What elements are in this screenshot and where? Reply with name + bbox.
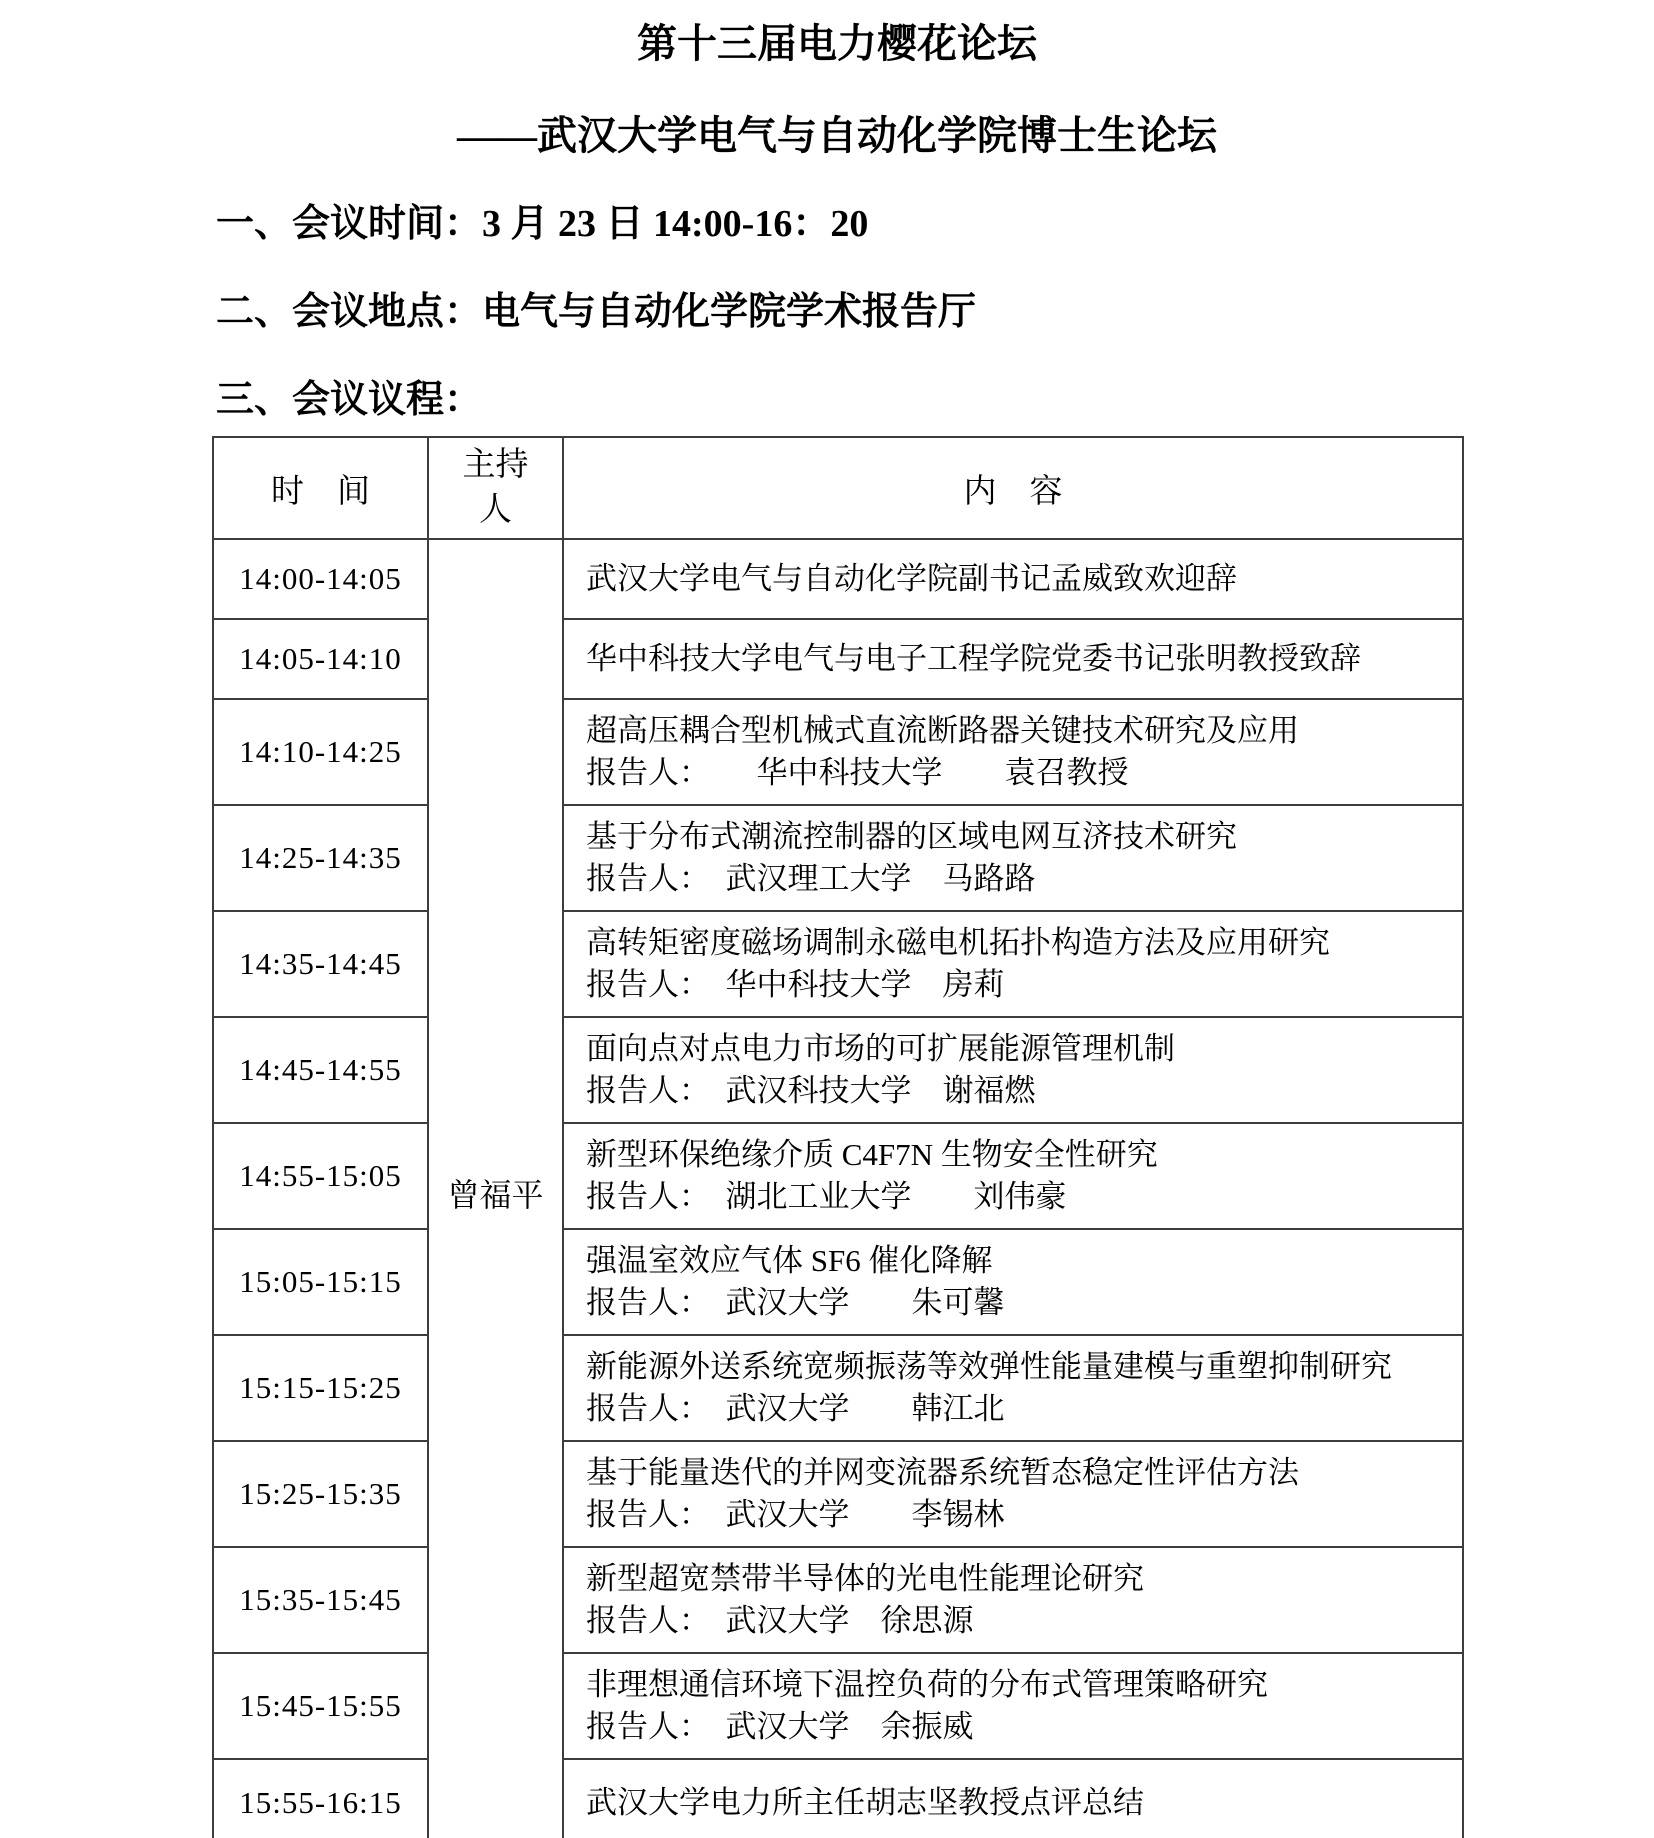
table-row [213, 911, 1463, 1017]
time-cell: 15:15-15:25 [213, 1335, 428, 1441]
section-meeting-time [216, 200, 1462, 248]
content-line: 报告人： 武汉大学 朱可馨 [586, 1285, 1005, 1320]
content-line: 基于分布式潮流控制器的区域电网互济技术研究 [586, 819, 1237, 854]
table-row [213, 1441, 1463, 1547]
agenda-body [213, 539, 1463, 1838]
table-row [213, 1653, 1463, 1759]
content-line: 报告人： 武汉大学 韩江北 [586, 1391, 1005, 1426]
content-cell [563, 1547, 1463, 1653]
table-row [213, 539, 1463, 619]
content-line: 报告人： 华中科技大学 袁召教授 [586, 755, 1129, 790]
time-cell: 14:45-14:55 [213, 1017, 428, 1123]
header-time: 时 间 [213, 437, 428, 539]
table-row [213, 1335, 1463, 1441]
content-cell [563, 619, 1463, 699]
header-host-label: 主持人 [462, 447, 529, 528]
time-cell: 14:35-14:45 [213, 911, 428, 1017]
header-content: 内 容 [563, 437, 1463, 539]
content-line: 报告人： 武汉大学 徐思源 [586, 1603, 974, 1638]
table-row [213, 1017, 1463, 1123]
table-row [213, 1759, 1463, 1838]
content-cell [563, 1123, 1463, 1229]
section-meeting-time-label: 一、会议时间： [216, 203, 483, 245]
content-line: 面向点对点电力市场的可扩展能源管理机制 [586, 1031, 1175, 1066]
time-cell: 15:55-16:15 [213, 1759, 428, 1838]
content-cell [563, 805, 1463, 911]
table-header-row [213, 437, 1463, 539]
content-cell [563, 1653, 1463, 1759]
content-cell [563, 1335, 1463, 1441]
content-line: 报告人： 武汉大学 余振威 [586, 1709, 974, 1744]
content-line: 报告人： 湖北工业大学 刘伟豪 [586, 1179, 1067, 1214]
document-content [212, 20, 1462, 1838]
content-cell [563, 1229, 1463, 1335]
forum-title: 第十三届电力樱花论坛 [637, 21, 1037, 66]
content-line: 非理想通信环境下温控负荷的分布式管理策略研究 [586, 1667, 1268, 1702]
forum-subtitle: ——武汉大学电气与自动化学院博士生论坛 [457, 113, 1217, 158]
content-line: 报告人： 武汉大学 李锡林 [586, 1497, 1005, 1532]
table-row [213, 699, 1463, 805]
table-row [213, 619, 1463, 699]
time-cell: 15:45-15:55 [213, 1653, 428, 1759]
table-row [213, 805, 1463, 911]
time-cell: 15:35-15:45 [213, 1547, 428, 1653]
table-row [213, 1229, 1463, 1335]
content-line: 高转矩密度磁场调制永磁电机拓扑构造方法及应用研究 [586, 925, 1330, 960]
host-cell: 曾福平 [428, 539, 563, 1838]
time-cell: 15:05-15:15 [213, 1229, 428, 1335]
section-meeting-place-label: 二、会议地点： [216, 291, 483, 333]
time-cell: 14:00-14:05 [213, 539, 428, 619]
content-line: 新能源外送系统宽频振荡等效弹性能量建模与重塑抑制研究 [586, 1349, 1392, 1384]
section-meeting-place-value: 电气与自动化学院学术报告厅 [482, 291, 977, 333]
table-row [213, 1547, 1463, 1653]
content-cell [563, 699, 1463, 805]
time-cell: 15:25-15:35 [213, 1441, 428, 1547]
header-host [428, 437, 563, 539]
content-cell [563, 1017, 1463, 1123]
content-line: 新型超宽禁带半导体的光电性能理论研究 [586, 1561, 1144, 1596]
section-meeting-place [216, 288, 1462, 336]
content-line: 报告人： 武汉科技大学 谢福燃 [586, 1073, 1036, 1108]
time-cell: 14:55-15:05 [213, 1123, 428, 1229]
content-cell [563, 539, 1463, 619]
time-cell: 14:05-14:10 [213, 619, 428, 699]
time-cell: 14:10-14:25 [213, 699, 428, 805]
content-line: 武汉大学电力所主任胡志坚教授点评总结 [586, 1784, 1144, 1820]
section-agenda-heading [216, 376, 1462, 424]
content-line: 基于能量迭代的并网变流器系统暂态稳定性评估方法 [586, 1455, 1299, 1490]
section-agenda-heading-label: 三、会议议程： [216, 379, 483, 421]
content-cell [563, 1441, 1463, 1547]
content-line: 报告人： 武汉理工大学 马路路 [586, 861, 1036, 896]
content-line: 报告人： 华中科技大学 房莉 [586, 967, 1005, 1002]
content-line: 超高压耦合型机械式直流断路器关键技术研究及应用 [586, 713, 1299, 748]
section-meeting-time-value: 3 月 23 日 14:00-16：20 [482, 203, 869, 245]
content-line: 新型环保绝缘介质 C4F7N 生物安全性研究 [586, 1137, 1158, 1172]
agenda-table [212, 436, 1464, 1838]
content-line: 武汉大学电气与自动化学院副书记孟威致欢迎辞 [586, 561, 1237, 596]
table-row [213, 1123, 1463, 1229]
content-line: 华中科技大学电气与电子工程学院党委书记张明教授致辞 [586, 641, 1361, 676]
content-cell [563, 1759, 1463, 1838]
content-cell [563, 911, 1463, 1017]
content-line: 强温室效应气体 SF6 催化降解 [586, 1243, 993, 1278]
time-cell: 14:25-14:35 [213, 805, 428, 911]
